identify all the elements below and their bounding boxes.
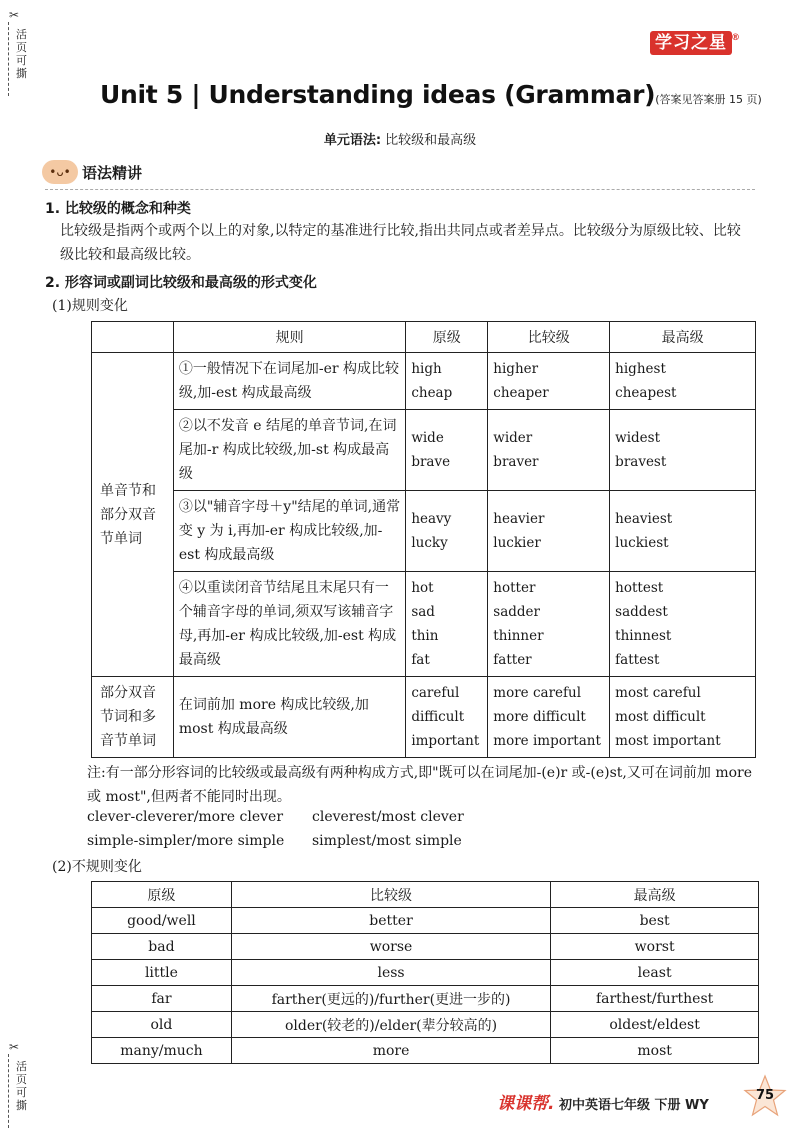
header-cell: 规则 (173, 322, 405, 353)
unit-grammar-subtitle (0, 129, 800, 148)
superlative-cell (610, 677, 756, 758)
word: brave (411, 454, 451, 470)
header-cell: 原级 (92, 882, 232, 908)
irregular-change-table (91, 881, 759, 1064)
word: lucky (411, 535, 448, 551)
example-left: simple-simpler/more simple (87, 833, 285, 849)
footer-book-title: 初中英语七年级 下册 WY (554, 1098, 709, 1113)
page-number: 75 (755, 1088, 775, 1103)
rule-cell: 在词前加 more 构成比较级,加 most 构成最高级 (173, 677, 405, 758)
word: careful (411, 685, 460, 701)
rule-cell: ④以重读闭音节结尾且末尾只有一个辅音字母的单词,须双写该辅音字母,再加-er 构成比较级,加-est 构成最高级 (173, 572, 405, 677)
table-row (92, 410, 756, 491)
comparative-cell (488, 410, 610, 491)
header-cell: 比较级 (488, 322, 610, 353)
rule-cell: ①一般情况下在词尾加-er 构成比较级,加-est 构成最高级 (173, 353, 405, 410)
word: most careful (615, 685, 701, 701)
example-row (87, 833, 462, 849)
superlative-cell: oldest/eldest (551, 1012, 759, 1038)
word: highest (615, 361, 666, 377)
word: heaviest (615, 511, 673, 527)
table-header-row (92, 322, 756, 353)
footer-book-info (497, 1089, 709, 1114)
cut-line (8, 22, 10, 96)
header-cell-blank (92, 322, 174, 353)
table-row (92, 491, 756, 572)
comparative-cell: better (231, 908, 550, 934)
point-1-text: 比较级是指两个或两个以上的对象,以特定的基准进行比较,指出共同点或者差异点。比较级分为原级比较、比较级比较和最高级比较。 (60, 223, 741, 263)
superlative-cell: best (551, 908, 759, 934)
example-row (87, 809, 464, 825)
table-header-row (92, 882, 759, 908)
base-cell: bad (92, 934, 232, 960)
base-cell: old (92, 1012, 232, 1038)
example-right: cleverest/most clever (312, 809, 464, 825)
word: saddest (615, 604, 668, 620)
point-1-heading: 1. 比较级的概念和种类 (45, 201, 191, 217)
comparative-cell (488, 677, 610, 758)
superlative-cell (610, 410, 756, 491)
regular-change-table (91, 321, 756, 758)
rule-cell: ③以"辅音字母＋y"结尾的单词,通常变 y 为 i,再加-er 构成比较级,加-est 构成最高级 (173, 491, 405, 572)
word: important (411, 733, 480, 749)
word: heavy (411, 511, 452, 527)
word: cheap (411, 385, 453, 401)
example-left: clever-cleverer/more clever (87, 809, 284, 825)
superlative-cell: most (551, 1038, 759, 1064)
comparative-cell: less (231, 960, 550, 986)
word: luckier (493, 535, 541, 551)
comparative-cell (488, 353, 610, 410)
superlative-cell: worst (551, 934, 759, 960)
word: cheapest (615, 385, 677, 401)
footer-brand: 课课帮. (497, 1094, 555, 1114)
example-right: simplest/most simple (312, 833, 462, 849)
tear-off-label: 活页可撕 (16, 1060, 27, 1112)
header-cell: 比较级 (231, 882, 550, 908)
word: widest (615, 430, 661, 446)
header-cell: 原级 (406, 322, 488, 353)
word: difficult (411, 709, 465, 725)
word: more difficult (493, 709, 586, 725)
word: fattest (615, 652, 660, 668)
scissors-icon: ✂ (9, 1040, 20, 1054)
word: more important (493, 733, 601, 749)
table-row (92, 960, 759, 986)
base-cell: little (92, 960, 232, 986)
superlative-cell: farthest/furthest (551, 986, 759, 1012)
brand-logo (650, 31, 741, 55)
superlative-cell (610, 353, 756, 410)
word: most important (615, 733, 721, 749)
regular-caption: (1)规则变化 (52, 298, 128, 314)
word: hotter (493, 580, 536, 596)
word: wide (411, 430, 444, 446)
table-row (92, 572, 756, 677)
table-row (92, 1038, 759, 1064)
comparative-cell: worse (231, 934, 550, 960)
table-row (92, 353, 756, 410)
scissors-icon: ✂ (9, 8, 20, 22)
table-row (92, 934, 759, 960)
word: hot (411, 580, 434, 596)
table-row (92, 1012, 759, 1038)
comparative-cell: older(较老的)/elder(辈分较高的) (231, 1012, 550, 1038)
comparative-cell (488, 572, 610, 677)
word: higher (493, 361, 539, 377)
word: heavier (493, 511, 545, 527)
table-row (92, 908, 759, 934)
word: more careful (493, 685, 582, 701)
word: most difficult (615, 709, 706, 725)
point-2-heading: 2. 形容词或副词比较级和最高级的形式变化 (45, 275, 317, 291)
cartoon-face-icon: •ᴗ• (42, 160, 78, 184)
base-cell (406, 572, 488, 677)
word: bravest (615, 454, 667, 470)
word: hottest (615, 580, 664, 596)
unit-title: Unit 5 | Understanding ideas (Grammar) (100, 80, 656, 109)
cut-line (8, 1054, 10, 1128)
rule-cell: ②以不发音 e 结尾的单音节词,在词尾加-r 构成比较级,加-st 构成最高级 (173, 410, 405, 491)
word: cheaper (493, 385, 549, 401)
tear-off-label: 活页可撕 (16, 28, 27, 80)
page-title (100, 80, 762, 109)
word: thinnest (615, 628, 672, 644)
subtitle-text: 比较级和最高级 (381, 133, 477, 148)
comparative-cell (488, 491, 610, 572)
brand-logo-text: 学习之星 (655, 33, 727, 53)
word: fatter (493, 652, 532, 668)
word: sad (411, 604, 435, 620)
word: thin (411, 628, 439, 644)
word: thinner (493, 628, 544, 644)
superlative-cell (610, 491, 756, 572)
base-cell (406, 353, 488, 410)
base-cell (406, 410, 488, 491)
base-cell (406, 491, 488, 572)
note-text: 注:有一部分形容词的比较级或最高级有两种构成方式,即"既可以在词尾加-(e)r 或-(e)st,又可在词前加 more 或 most",但两者不能同时出现。 (87, 765, 753, 805)
word: luckiest (615, 535, 669, 551)
base-cell: good/well (92, 908, 232, 934)
base-cell: far (92, 986, 232, 1012)
base-cell: many/much (92, 1038, 232, 1064)
section-title: 语法精讲 (82, 164, 143, 182)
table-row (92, 986, 759, 1012)
base-cell (406, 677, 488, 758)
word: braver (493, 454, 539, 470)
word: high (411, 361, 442, 377)
section-divider (45, 189, 755, 191)
header-cell: 最高级 (551, 882, 759, 908)
superlative-cell: least (551, 960, 759, 986)
comparative-cell: farther(更远的)/further(更进一步的) (231, 986, 550, 1012)
word: wider (493, 430, 533, 446)
tear-off-strip-top (3, 8, 33, 100)
comparative-cell: more (231, 1038, 550, 1064)
subtitle-label: 单元语法: (323, 133, 382, 148)
category-cell: 部分双音节词和多音节单词 (92, 677, 174, 758)
section-header (42, 160, 182, 186)
tear-off-strip-bottom (3, 1040, 33, 1132)
irregular-caption: (2)不规则变化 (52, 859, 142, 875)
word: sadder (493, 604, 540, 620)
word: fat (411, 652, 430, 668)
superlative-cell (610, 572, 756, 677)
registered-mark: ® (731, 33, 741, 43)
header-cell: 最高级 (610, 322, 756, 353)
table-row (92, 677, 756, 758)
answer-reference: (答案见答案册 15 页) (655, 93, 762, 106)
category-cell: 单音节和部分双音节单词 (92, 353, 174, 677)
